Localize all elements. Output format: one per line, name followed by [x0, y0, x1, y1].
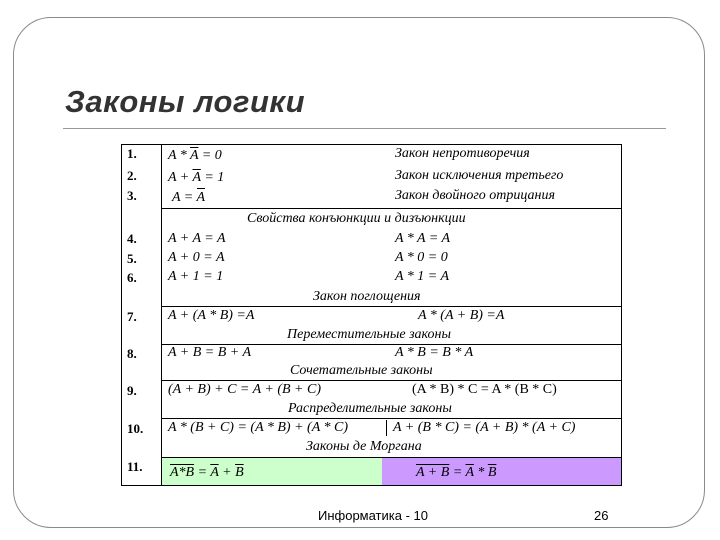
law-formula: A * (B + C) = (A * B) + (A * C) [168, 420, 348, 435]
section-heading: Свойства конъюнкции и дизъюнкции [247, 211, 466, 226]
footer-subject: Информатика - 10 [318, 508, 428, 523]
row-number: 8. [127, 346, 137, 361]
law-formula: $A + \overline{A} = 1$ [168, 170, 225, 185]
law-formula: A + (A * B) =A [168, 308, 255, 323]
law-formula: A + A = A [168, 231, 226, 246]
section-heading: Закон поглощения [313, 289, 421, 304]
section-heading: Переместительные законы [287, 327, 451, 342]
row-number: 7. [127, 309, 137, 324]
law-formula: A + (B * C) = (A + B) * (A + C) [386, 420, 575, 436]
section-heading: Сочетательные законы [290, 363, 433, 378]
morgan-law-left: $A*B = \overline{A} + \overline{B}$ [170, 465, 244, 480]
law-formula: A * B = B * A [395, 345, 474, 360]
law-formula: A + 1 = 1 [168, 269, 224, 284]
section-heading: Распределительные законы [288, 401, 452, 416]
row-number: 1. [127, 146, 137, 161]
law-formula: A = A [172, 190, 206, 205]
title-divider [63, 128, 666, 129]
table-divider [162, 380, 622, 381]
table-divider [162, 208, 622, 209]
law-formula: A * (A + B) =A [418, 308, 505, 323]
law-formula: A * 0 = 0 [395, 250, 448, 265]
row-number: 5. [127, 251, 137, 266]
law-name: Закон исключения третьего [395, 168, 564, 183]
morgan-law-right: $A + B = \overline{A} * \overline{B}$ [416, 465, 497, 480]
row-number: 3. [127, 188, 137, 203]
table-divider [162, 306, 622, 307]
page-title: Законы логики [65, 84, 306, 119]
row-number: 2. [127, 168, 137, 183]
law-formula: (A + B) + C = A + (B + C) [168, 382, 322, 397]
row-number: 9. [127, 383, 137, 398]
page-number: 26 [594, 508, 609, 523]
law-formula: A + B = B + A [168, 345, 252, 360]
law-name: Закон непротиворечия [395, 146, 530, 161]
law-formula: A * A = A [395, 231, 451, 246]
row-number: 10. [127, 421, 144, 436]
law-formula: A * 1 = A [395, 269, 450, 284]
row-number: 6. [127, 270, 137, 285]
law-name: Закон двойного отрицания [395, 188, 556, 203]
row-number: 4. [127, 231, 137, 246]
row-number: 11. [127, 459, 143, 474]
table-divider [162, 418, 622, 419]
section-heading: Законы де Моргана [306, 439, 422, 454]
law-formula: $A * \overline{A} = 0$ [168, 148, 222, 163]
law-formula: A + 0 = A [168, 250, 225, 265]
law-formula: (A * B) * C = A * (B * C) [412, 382, 557, 397]
table-divider [162, 457, 622, 458]
